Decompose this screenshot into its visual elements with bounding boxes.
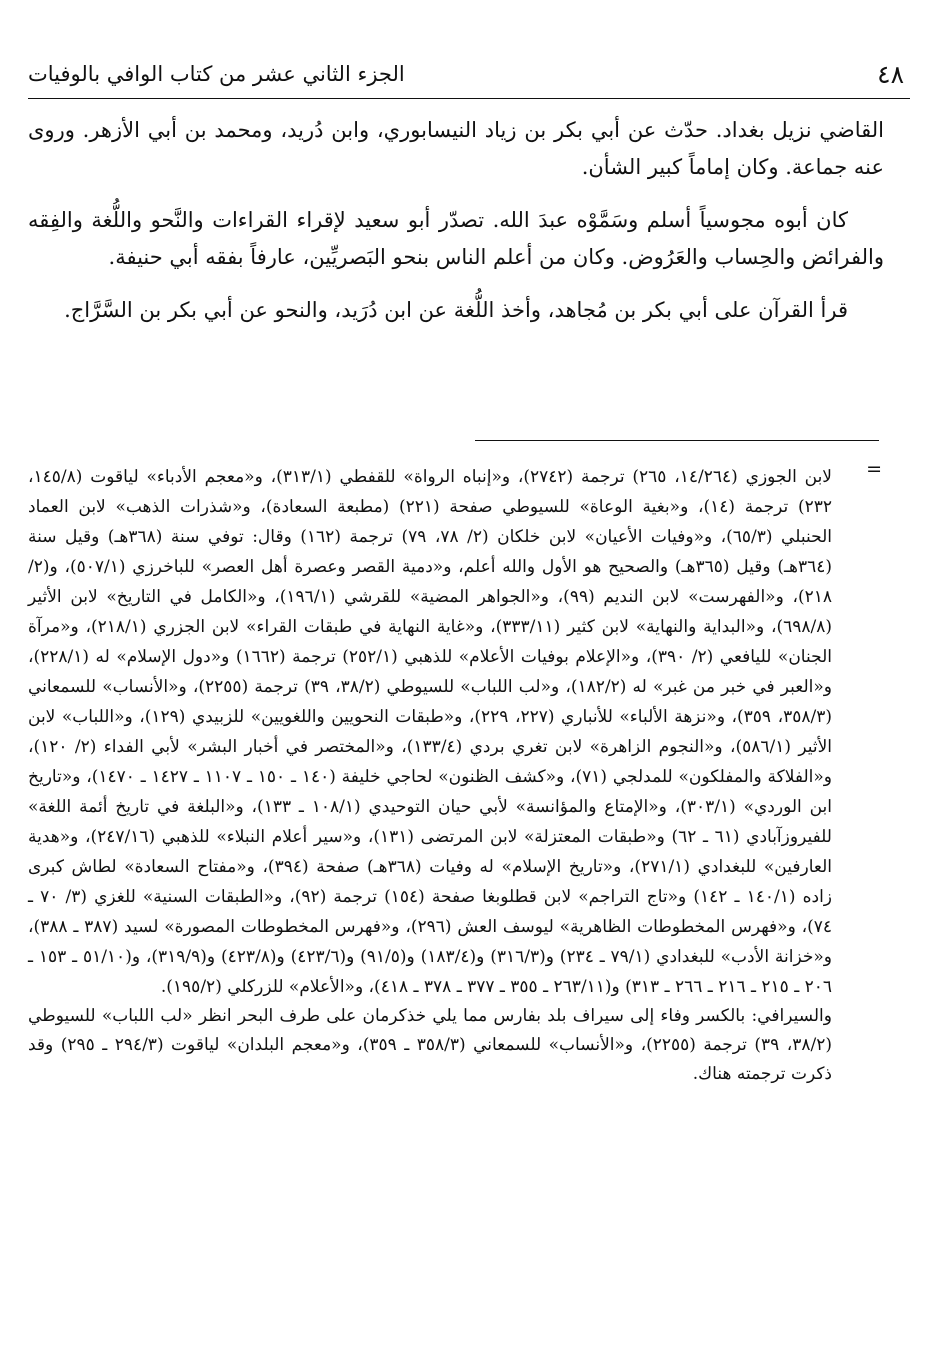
page-number: ٤٨ [877, 60, 904, 89]
main-text [28, 112, 884, 345]
main-paragraph: القاضي نزيل بغداد. حدّث عن أبي بكر بن زياد النيسابوري، وابن دُريد، ومحمد بن أبي الأزهر. وروى عنه جماعة. وكان إماماً كبير الشأن. [28, 118, 884, 179]
footnote-continuation-marker: = [866, 458, 882, 480]
main-paragraph: كان أبوه مجوسياً أسلم وسَمَّوْه عبدَ الله. تصدّر أبو سعيد لإقراء القراءات والنَّحو واللُّغة والفِقه والفرائض والحِساب والعَرُوض. وكان من أعلم الناس بنحو البَصريِّين، عارفاً بفقه أبي حنيفة. [28, 208, 884, 269]
footnote-separator [475, 440, 879, 441]
footnote-paragraph: والسيرافي: بالكسر وفاء إلى سيراف بلد بفارس مما يلي خذكرمان على طرف البحر انظر «لب اللباب» للسيوطي (٣٨/٢، ٣٩) ترجمة (٢٢٥٥)، و«الأنساب» للسمعاني (٣٥٨/٣ ـ ٣٥٩)، و«معجم البلدان» لياقوت (٢٩٤/٣ ـ ٢٩٥) وقد ذكرت ترجمته هناك. [28, 1006, 832, 1084]
footnote-paragraph: لابن الجوزي (١٤/٢٦٤، ٢٦٥) ترجمة (٢٧٤٢)، و«إنباه الرواة» للقفطي (٣١٣/١)، و«معجم الأدباء» لياقوت (١٤٥/٨، ٢٣٢) ترجمة (١٤)، و«بغية الوعاة» للسيوطي صفحة (٢٢١) (مطبعة السعادة)، و«شذرات الذهب» لابن العماد الحنبلي (٦٥/٣)، و«وفيات الأعيان» لابن خلكان (٢/ ٧٨، ٧٩) ترجمة (١٦٢) وقال: توفي سنة (٣٦٨هـ) وقيل سنة (٣٦٤هـ) وقيل (٣٦٥هـ) والصحيح هو الأول والله أعلم، و«دمية القصر وعصرة أهل العصر» للباخرزي (٥٠٧/١)، و(٢/ ٢١٨)، و«الفهرست» لابن النديم (٩٩)، و«الجواهر المضية» للقرشي (١٩٦/١)، و«الكامل في التاريخ» لابن الأثير (٦٩٨/٨)، و«البداية والنهاية» لابن كثير (٣٣٣/١١)، و«غاية النهاية في طبقات القراء» لابن الجزري (٢١٨/١)، و«مرآة الجنان» لليافعي (٢/ ٣٩٠)، و«الإعلام بوفيات الأعلام» للذهبي (٢٥٢/١) ترجمة (١٦٦٢) و«دول الإسلام» له (٢٢٨/١)، و«العبر في خبر من غبر» له (١٨٢/٢)، و«لب اللباب» للسيوطي (٣٨/٢، ٣٩) ترجمة (٢٢٥٥)، و«الأنساب» للسمعاني (٣٥٨/٣، ٣٥٩)، و«نزهة الألباء» للأنباري (٢٢٧، ٢٢٩)، و«طبقات النحويين واللغويين» للزبيدي (١٢٩)، و«اللباب» لابن الأثير (٥٨٦/١)، و«النجوم الزاهرة» لابن تغري بردي (١٣٣/٤)، و«المختصر في أخبار البشر» لأبي الفداء (٢/ ١٢٠)، و«الفلاكة والمفلكون» للمدلجي (٧١)، و«كشف الظنون» لحاجي خليفة (١٤٠ ـ ١٥٠ ـ ١١٠٧ ـ ١٤٢٧ ـ ١٤٧٠)، و«تاريخ ابن الوردي» (٣٠٣/١)، و«الإمتاع والمؤانسة» لأبي حيان التوحيدي (١٠٨/١ ـ ١٣٣)، و«البلغة في تاريخ أئمة اللغة» للفيروزآبادي (٦١ ـ ٦٢) و«طبقات المعتزلة» لابن المرتضى (١٣١)، و«سير أعلام النبلاء» للذهبي (٢٤٧/١٦)، و«هدية العارفين» للبغدادي (٢٧١/١)، و«تاريخ الإسلام» له وفيات (٣٦٨هـ) صفحة (٣٩٤)، و«مفتاح السعادة» لطاش كبرى زاده (١٤٠/١ ـ ١٤٢) و«تاج التراجم» لابن قطلوبغا صفحة (١٥٤) ترجمة (٩٢)، و«الطبقات السنية» للغزي (٣/ ٧٠ ـ ٧٤)، و«فهرس المخطوطات الظاهرية» ليوسف العش (٢٩٦)، و«فهرس المخطوطات المصورة» لسيد (٣٨٧ ـ ٣٨٨)، و«خزانة الأدب» للبغدادي (٧٩/١ ـ ٢٣٤) و(٣١٦/٣) و(١٨٣/٤) و(٩١/٥) و(٤٢٣/٦) و(٤٢٣/٨) و(٣١٩/٩)، و(٥١/١٠ ـ ١٥٣ ـ ٢٠٦ ـ ٢١٥ ـ ٢١٦ ـ ٢٦٦ ـ ٣١٣) و(٢٦٣/١١ ـ ٣٥٥ ـ ٣٧٧ ـ ٣٧٨ ـ ٤١٨)، و«الأعلام» للزركلي (١٩٥/٢). [28, 467, 833, 997]
running-header [28, 58, 910, 99]
footnotes [28, 462, 832, 1089]
main-paragraph: قرأ القرآن على أبي بكر بن مُجاهد، وأخذ اللُّغة عن ابن دُرَيد، والنحو عن أبي بكر بن السَّرَّاج. [64, 298, 848, 322]
running-title: الجزء الثاني عشر من كتاب الوافي بالوفيات [28, 62, 405, 86]
